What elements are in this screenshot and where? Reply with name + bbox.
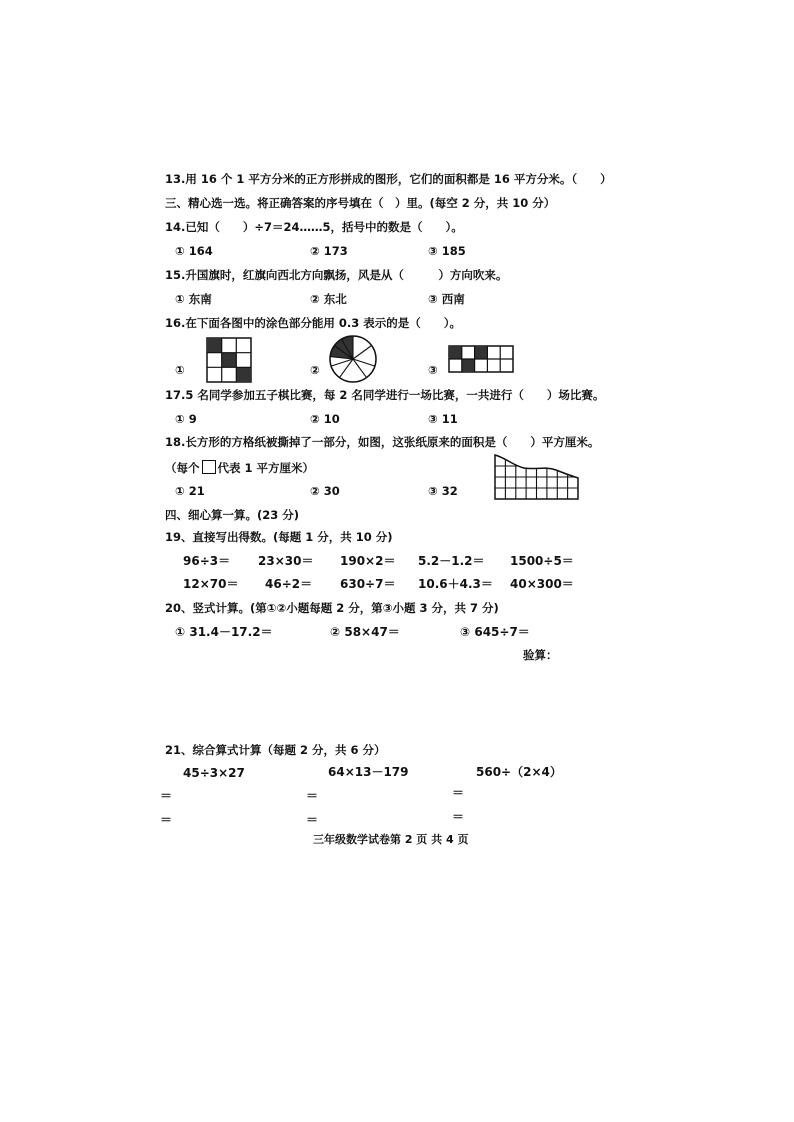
question-21: 21、综合算式计算（每题 2 分，共 6 分） [165,743,386,757]
q19-r1-1: 96÷3＝ [183,554,231,568]
q18-torn-grid-figure [494,454,580,500]
q17-option-1: ① 9 [175,412,197,426]
question-14: 14.已知（ ）÷7＝24……5，括号中的数是（ ）。 [165,220,463,234]
q21-eq-1b: ＝ [160,813,173,827]
unit-square-icon [202,460,216,474]
q21-item-1: 45÷3×27 [183,766,245,780]
question-18: 18.长方形的方格纸被撕掉了一部分，如图，这张纸原来的面积是（ ）平方厘米。 [165,435,600,449]
q15-option-3: ③ 西南 [428,292,465,306]
q21-eq-3a: ＝ [452,786,465,800]
q16-label-2: ② [310,363,320,377]
question-15: 15.升国旗时，红旗向西北方向飘扬，风是从（ ）方向吹来。 [165,268,508,282]
q15-option-1: ① 东南 [175,292,212,306]
q16-figure-strip [448,345,514,373]
q17-option-2: ② 10 [310,412,340,426]
q18-unit-note [165,460,314,475]
q14-option-2: ② 173 [310,244,348,258]
q21-eq-2a: ＝ [306,789,319,803]
q20-item-2: ② 58×47＝ [330,625,400,639]
q19-r2-5: 40×300＝ [510,577,574,591]
q20-item-1: ① 31.4－17.2＝ [175,625,273,639]
q20-item-3: ③ 645÷7＝ [460,625,530,639]
q21-eq-2b: ＝ [306,813,319,827]
q21-item-2: 64×13－179 [328,765,409,779]
q19-r2-3: 630÷7＝ [340,577,396,591]
q19-r2-2: 46÷2＝ [265,577,313,591]
q18-option-1: ① 21 [175,484,205,498]
q19-r2-1: 12×70＝ [183,577,239,591]
q15-option-2: ② 东北 [310,292,347,306]
question-19: 19、直接写出得数。(每题 1 分，共 10 分) [165,530,393,544]
q14-option-1: ① 164 [175,244,213,258]
q19-r1-3: 190×2＝ [340,554,396,568]
q19-r2-4: 10.6＋4.3＝ [418,577,493,591]
q20-check-label: 验算： [523,648,558,662]
q14-option-3: ③ 185 [428,244,466,258]
q21-eq-1a: ＝ [160,789,173,803]
q18-option-2: ② 30 [310,484,340,498]
q19-r1-4: 5.2－1.2＝ [418,554,485,568]
q18-option-3: ③ 32 [428,484,458,498]
q21-item-3: 560÷（2×4） [476,765,562,779]
question-17: 17.5 名同学参加五子棋比赛，每 2 名同学进行一场比赛，一共进行（ ）场比赛。 [165,388,605,402]
q16-figure-circle [328,334,378,384]
q17-option-3: ③ 11 [428,412,458,426]
q16-label-1: ① [175,363,185,377]
q19-r1-5: 1500÷5＝ [510,554,574,568]
q16-label-3: ③ [428,363,438,377]
q18-note-after: 代表 1 平方厘米） [217,461,315,475]
question-16: 16.在下面各图中的涂色部分能用 0.3 表示的是（ ）。 [165,316,461,330]
q21-eq-3b: ＝ [452,810,465,824]
section-3-title: 三、精心选一选。将正确答案的序号填在（ ）里。(每空 2 分，共 10 分） [165,196,556,210]
q18-note-before: （每个 [165,461,200,475]
page-footer: 三年级数学试卷第 2 页 共 4 页 [313,833,469,846]
q16-figure-grid [206,337,252,383]
section-4-title: 四、细心算一算。(23 分) [165,508,300,522]
q19-r1-2: 23×30＝ [258,554,314,568]
question-20: 20、竖式计算。(第①②小题每题 2 分，第③小题 3 分，共 7 分) [165,601,499,615]
question-13: 13.用 16 个 1 平方分米的正方形拼成的图形，它们的面积都是 16 平方分米。（ ） [165,172,612,186]
